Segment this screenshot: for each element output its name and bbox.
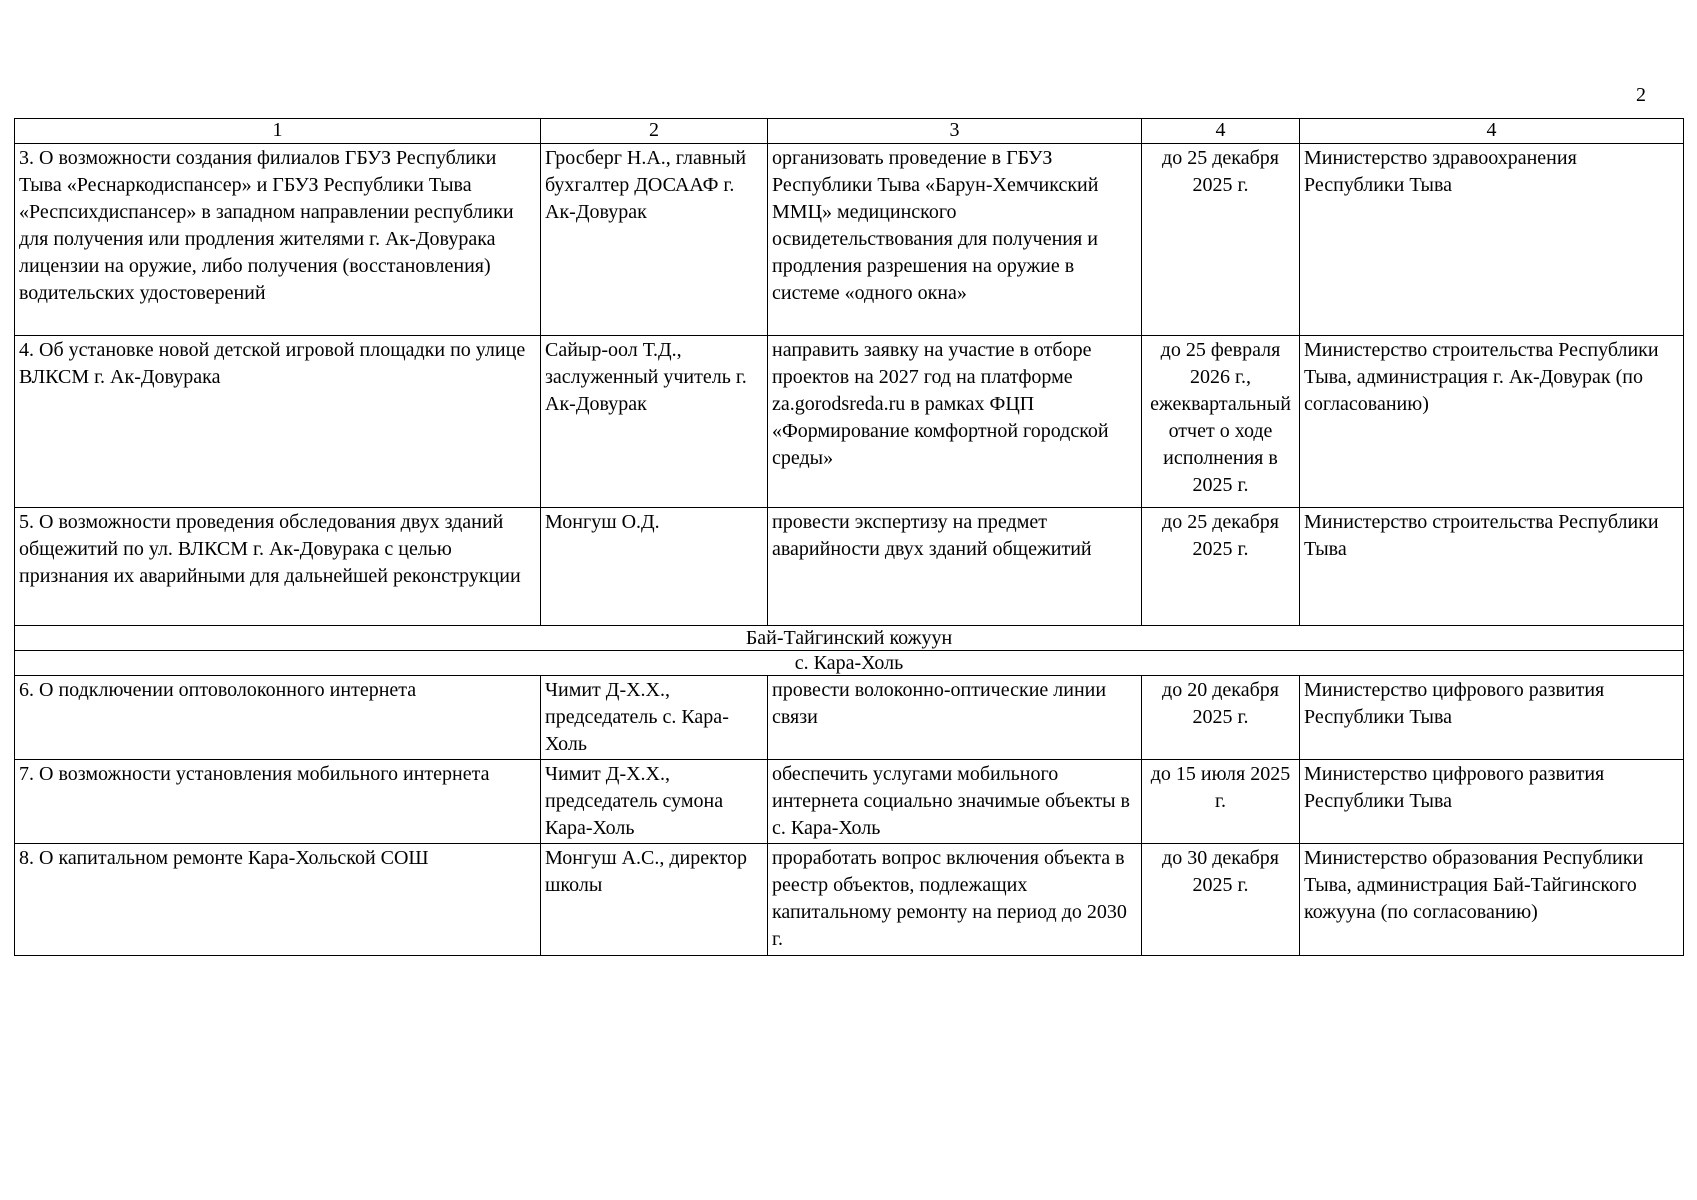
action-cell: проработать вопрос включения объекта в реестр объектов, подлежащих капитальному ремонту на период до 2030 г. — [768, 844, 1142, 956]
action-cell: организовать проведение в ГБУЗ Республики Тыва «Барун-Хемчикский ММЦ» медицинского освидетельствования для получения и продления разрешения на оружие в системе «одного окна» — [768, 144, 1142, 336]
issue-cell: 8. О капитальном ремонте Кара-Хольской СОШ — [15, 844, 541, 956]
deadline-cell: до 30 декабря 2025 г. — [1142, 844, 1300, 956]
plan-table — [14, 118, 1684, 956]
section-row-settlement — [15, 651, 1684, 676]
responsible-cell: Министерство строительства Республики Тыва, администрация г. Ак-Довурак (по согласованию) — [1300, 336, 1684, 508]
author-cell: Монгуш О.Д. — [541, 508, 768, 626]
action-cell: провести волоконно-оптические линии связи — [768, 676, 1142, 760]
section-row-district — [15, 626, 1684, 651]
table-row — [15, 508, 1684, 626]
responsible-cell: Министерство здравоохранения Республики Тыва — [1300, 144, 1684, 336]
deadline-cell: до 25 декабря 2025 г. — [1142, 144, 1300, 336]
responsible-cell: Министерство образования Республики Тыва, администрация Бай-Тайгинского кожууна (по согласованию) — [1300, 844, 1684, 956]
responsible-cell: Министерство цифрового развития Республики Тыва — [1300, 760, 1684, 844]
table-row — [15, 844, 1684, 956]
author-cell: Гросберг Н.А., главный бухгалтер ДОСААФ г. Ак-Довурак — [541, 144, 768, 336]
table-header-row — [15, 119, 1684, 144]
header-cell: 4 — [1300, 119, 1684, 144]
author-cell: Чимит Д-Х.Х., председатель сумона Кара-Холь — [541, 760, 768, 844]
responsible-cell: Министерство строительства Республики Тыва — [1300, 508, 1684, 626]
table-row — [15, 676, 1684, 760]
responsible-cell: Министерство цифрового развития Республики Тыва — [1300, 676, 1684, 760]
page-number: 2 — [1636, 84, 1646, 106]
deadline-cell: до 20 декабря 2025 г. — [1142, 676, 1300, 760]
table-row — [15, 760, 1684, 844]
deadline-cell: до 25 декабря 2025 г. — [1142, 508, 1300, 626]
deadline-cell: до 25 февраля 2026 г., ежеквартальный отчет о ходе исполнения в 2025 г. — [1142, 336, 1300, 508]
issue-cell: 4. Об установке новой детской игровой площадки по улице ВЛКСМ г. Ак-Довурака — [15, 336, 541, 508]
author-cell: Чимит Д-Х.Х., председатель с. Кара-Холь — [541, 676, 768, 760]
action-cell: направить заявку на участие в отборе проектов на 2027 год на платформе za.gorodsreda.ru в рамках ФЦП «Формирование комфортной городской среды» — [768, 336, 1142, 508]
deadline-cell: до 15 июля 2025 г. — [1142, 760, 1300, 844]
action-cell: обеспечить услугами мобильного интернета социально значимые объекты в с. Кара-Холь — [768, 760, 1142, 844]
district-heading: Бай-Тайгинский кожуун — [15, 626, 1684, 651]
action-cell: провести экспертизу на предмет аварийности двух зданий общежитий — [768, 508, 1142, 626]
author-cell: Монгуш А.С., директор школы — [541, 844, 768, 956]
author-cell: Сайыр-оол Т.Д., заслуженный учитель г. Ак-Довурак — [541, 336, 768, 508]
issue-cell: 7. О возможности установления мобильного интернета — [15, 760, 541, 844]
issue-cell: 5. О возможности проведения обследования двух зданий общежитий по ул. ВЛКСМ г. Ак-Довурака с целью признания их аварийными для дальнейшей реконструкции — [15, 508, 541, 626]
header-cell: 3 — [768, 119, 1142, 144]
table-row — [15, 336, 1684, 508]
table-row — [15, 144, 1684, 336]
issue-cell: 6. О подключении оптоволоконного интернета — [15, 676, 541, 760]
header-cell: 1 — [15, 119, 541, 144]
header-cell: 2 — [541, 119, 768, 144]
settlement-heading: с. Кара-Холь — [15, 651, 1684, 676]
header-cell: 4 — [1142, 119, 1300, 144]
issue-cell: 3. О возможности создания филиалов ГБУЗ Республики Тыва «Реснаркодиспансер» и ГБУЗ Республики Тыва «Респсихдиспансер» в западном направлении республики для получения или продления жителями г. Ак-Довурака лицензии на оружие, либо получения (восстановления) водительских удостоверений — [15, 144, 541, 336]
